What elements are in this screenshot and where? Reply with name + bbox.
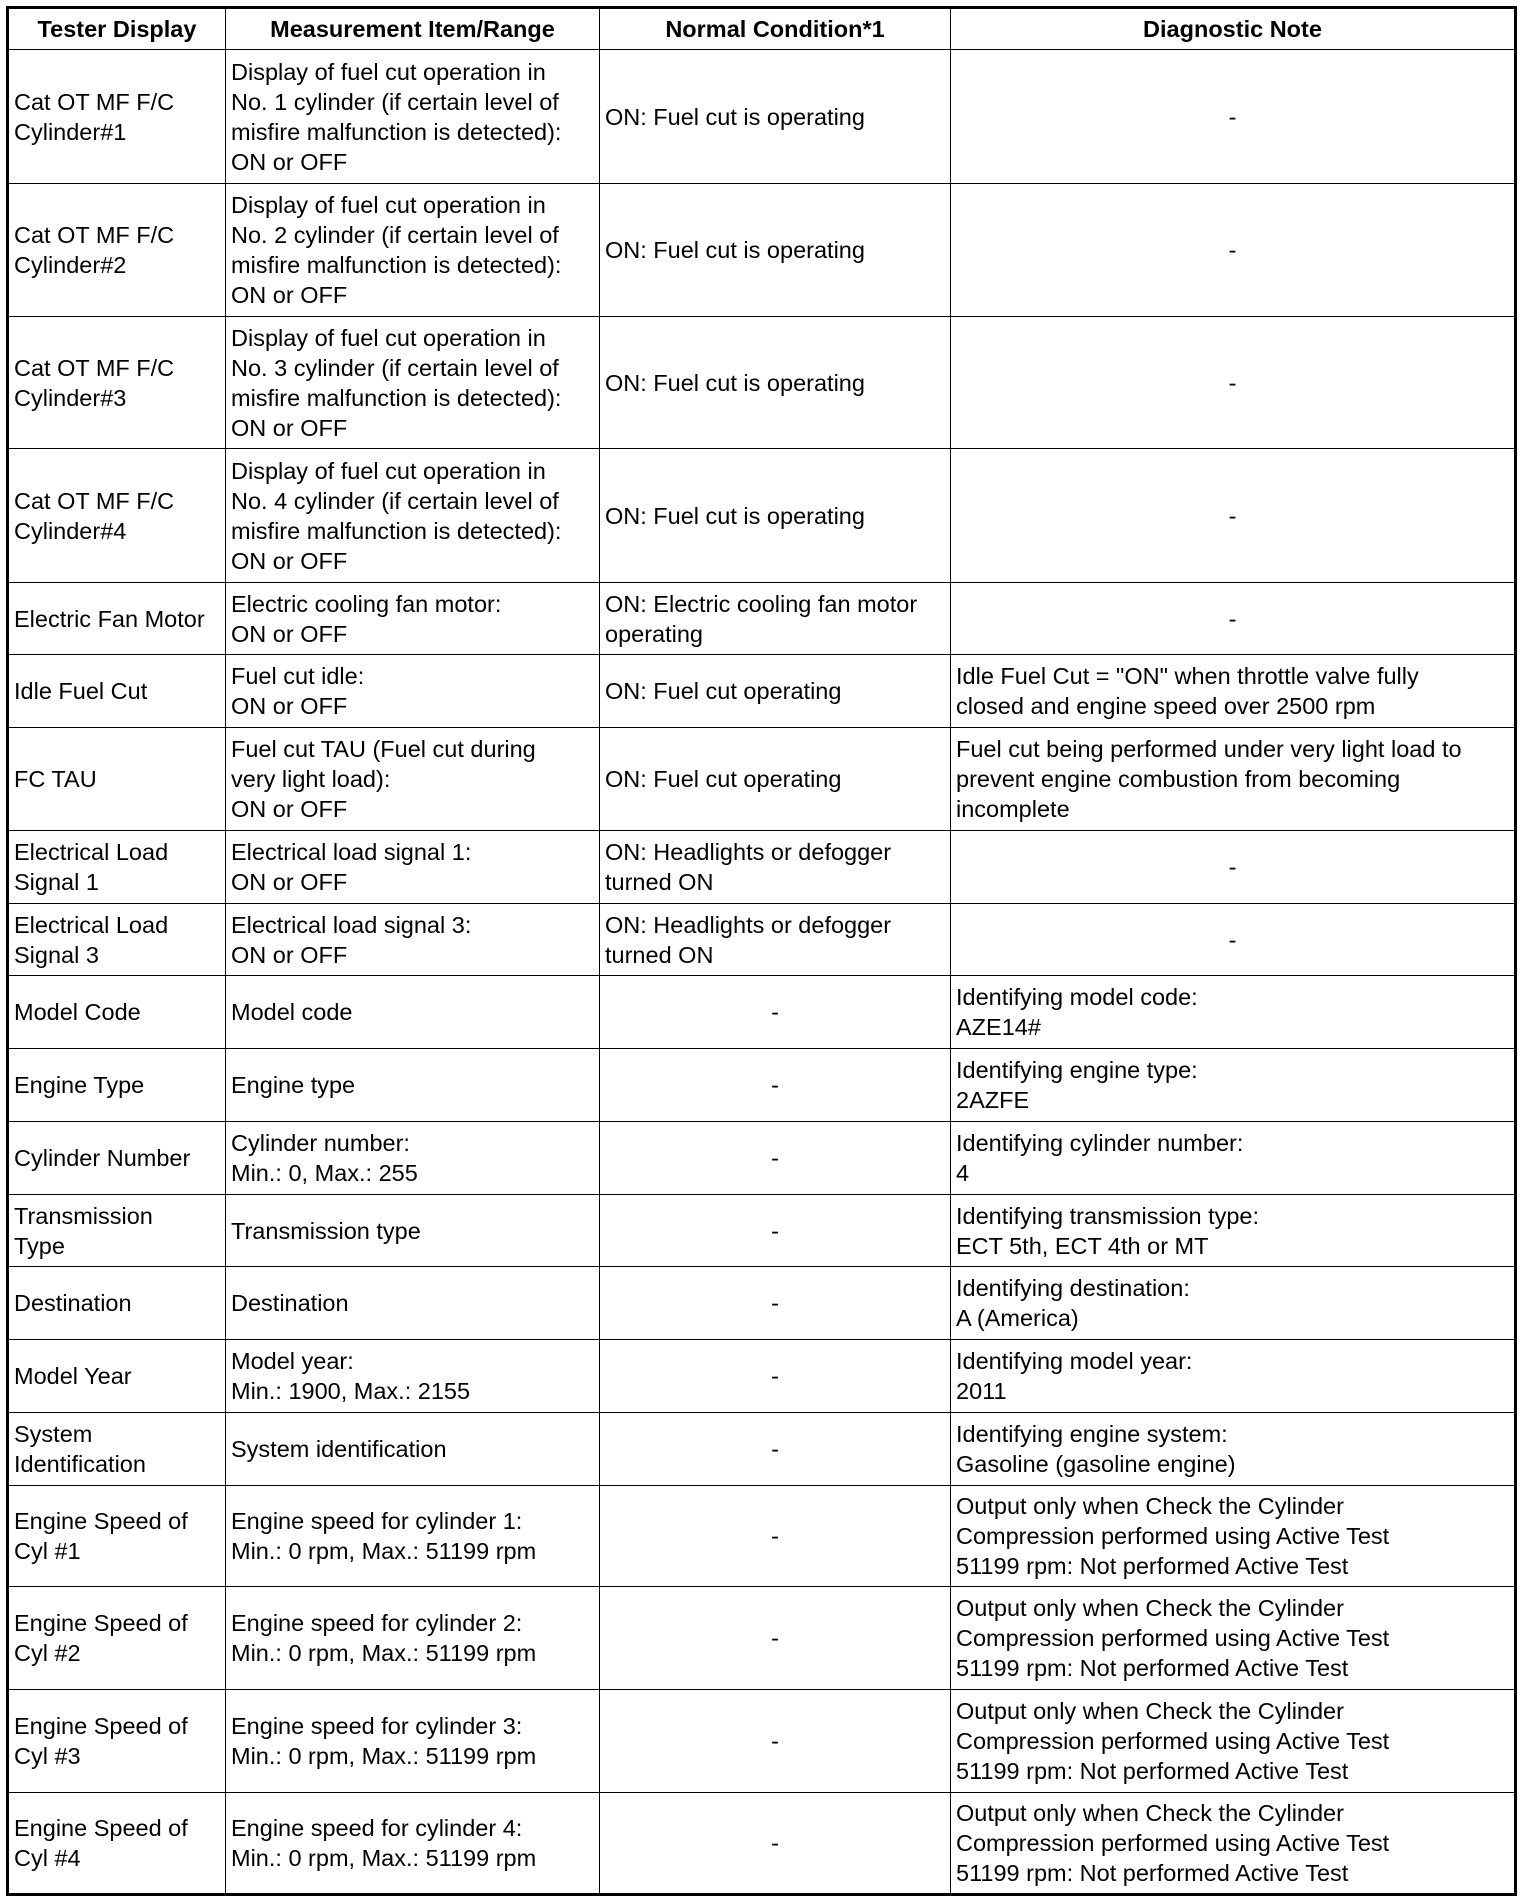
- table-row: [8, 1195, 1516, 1267]
- normal-condition-cell: ON: Fuel cut is operating: [600, 50, 951, 184]
- measurement-item-cell: Display of fuel cut operation in No. 4 cylinder (if certain level of misfire malfunction is detected): ON or OFF: [226, 449, 600, 583]
- normal-condition-cell: -: [600, 976, 951, 1049]
- diagnostic-note-cell: -: [951, 583, 1516, 655]
- table-row: [8, 1413, 1516, 1486]
- table-row: [8, 1486, 1516, 1587]
- normal-condition-cell: -: [600, 1340, 951, 1413]
- measurement-item-cell: Engine type: [226, 1049, 600, 1122]
- table-header-row: [8, 8, 1516, 50]
- header-tester-display: Tester Display: [8, 8, 226, 50]
- diagnostic-note-cell: -: [951, 184, 1516, 317]
- normal-condition-cell: ON: Electric cooling fan motor operating: [600, 583, 951, 655]
- diagnostic-note-cell: -: [951, 50, 1516, 184]
- tester-display-cell: Model Year: [8, 1340, 226, 1413]
- table-row: [8, 728, 1516, 831]
- diagnostic-note-cell: Output only when Check the Cylinder Compression performed using Active Test 51199 rpm: Not performed Active Test: [951, 1793, 1516, 1895]
- tester-display-cell: FC TAU: [8, 728, 226, 831]
- table-row: [8, 904, 1516, 976]
- table-row: [8, 1587, 1516, 1690]
- measurement-item-cell: Fuel cut idle: ON or OFF: [226, 655, 600, 728]
- measurement-item-cell: Fuel cut TAU (Fuel cut during very light load): ON or OFF: [226, 728, 600, 831]
- diagnostic-note-cell: Idle Fuel Cut = "ON" when throttle valve fully closed and engine speed over 2500 rpm: [951, 655, 1516, 728]
- normal-condition-cell: -: [600, 1690, 951, 1793]
- diagnostic-note-cell: Output only when Check the Cylinder Compression performed using Active Test 51199 rpm: Not performed Active Test: [951, 1587, 1516, 1690]
- measurement-item-cell: Electric cooling fan motor: ON or OFF: [226, 583, 600, 655]
- normal-condition-cell: -: [600, 1122, 951, 1195]
- normal-condition-cell: -: [600, 1413, 951, 1486]
- tester-display-cell: Engine Speed of Cyl #2: [8, 1587, 226, 1690]
- tester-display-cell: Engine Speed of Cyl #4: [8, 1793, 226, 1895]
- header-diagnostic-note: Diagnostic Note: [951, 8, 1516, 50]
- measurement-item-cell: Engine speed for cylinder 4: Min.: 0 rpm, Max.: 51199 rpm: [226, 1793, 600, 1895]
- measurement-item-cell: Electrical load signal 3: ON or OFF: [226, 904, 600, 976]
- table-row: [8, 50, 1516, 184]
- tester-display-cell: Cylinder Number: [8, 1122, 226, 1195]
- tester-display-cell: Electrical Load Signal 1: [8, 831, 226, 904]
- normal-condition-cell: -: [600, 1049, 951, 1122]
- diagnostic-note-cell: Identifying engine system: Gasoline (gasoline engine): [951, 1413, 1516, 1486]
- measurement-item-cell: System identification: [226, 1413, 600, 1486]
- normal-condition-cell: ON: Fuel cut operating: [600, 655, 951, 728]
- tester-display-cell: Cat OT MF F/C Cylinder#1: [8, 50, 226, 184]
- measurement-item-cell: Display of fuel cut operation in No. 3 cylinder (if certain level of misfire malfunction is detected): ON or OFF: [226, 317, 600, 449]
- normal-condition-cell: ON: Fuel cut is operating: [600, 184, 951, 317]
- normal-condition-cell: ON: Fuel cut is operating: [600, 449, 951, 583]
- measurement-item-cell: Model code: [226, 976, 600, 1049]
- table-row: [8, 1793, 1516, 1895]
- diagnostic-note-cell: Identifying destination: A (America): [951, 1267, 1516, 1340]
- normal-condition-cell: -: [600, 1587, 951, 1690]
- tester-display-cell: System Identification: [8, 1413, 226, 1486]
- measurement-item-cell: Engine speed for cylinder 1: Min.: 0 rpm, Max.: 51199 rpm: [226, 1486, 600, 1587]
- measurement-item-cell: Model year: Min.: 1900, Max.: 2155: [226, 1340, 600, 1413]
- measurement-item-cell: Engine speed for cylinder 3: Min.: 0 rpm, Max.: 51199 rpm: [226, 1690, 600, 1793]
- diagnostic-note-cell: Fuel cut being performed under very light load to prevent engine combustion from becoming incomplete: [951, 728, 1516, 831]
- measurement-item-cell: Transmission type: [226, 1195, 600, 1267]
- diagnostic-note-cell: Identifying cylinder number: 4: [951, 1122, 1516, 1195]
- table-row: [8, 1267, 1516, 1340]
- normal-condition-cell: -: [600, 1793, 951, 1895]
- table-row: [8, 1690, 1516, 1793]
- measurement-item-cell: Destination: [226, 1267, 600, 1340]
- tester-display-cell: Engine Speed of Cyl #3: [8, 1690, 226, 1793]
- tester-display-cell: Idle Fuel Cut: [8, 655, 226, 728]
- normal-condition-cell: -: [600, 1195, 951, 1267]
- tester-display-cell: Transmission Type: [8, 1195, 226, 1267]
- diagnostic-note-cell: Output only when Check the Cylinder Compression performed using Active Test 51199 rpm: Not performed Active Test: [951, 1690, 1516, 1793]
- tester-display-cell: Electrical Load Signal 3: [8, 904, 226, 976]
- diagnostic-note-cell: Identifying model year: 2011: [951, 1340, 1516, 1413]
- measurement-item-cell: Electrical load signal 1: ON or OFF: [226, 831, 600, 904]
- normal-condition-cell: ON: Headlights or defogger turned ON: [600, 904, 951, 976]
- tester-display-cell: Model Code: [8, 976, 226, 1049]
- diagnostic-note-cell: Identifying model code: AZE14#: [951, 976, 1516, 1049]
- measurement-item-cell: Display of fuel cut operation in No. 2 cylinder (if certain level of misfire malfunction is detected): ON or OFF: [226, 184, 600, 317]
- table-row: [8, 1340, 1516, 1413]
- table-row: [8, 449, 1516, 583]
- normal-condition-cell: ON: Fuel cut operating: [600, 728, 951, 831]
- diagnostic-note-cell: -: [951, 904, 1516, 976]
- header-measurement-item: Measurement Item/Range: [226, 8, 600, 50]
- tester-display-cell: Engine Speed of Cyl #1: [8, 1486, 226, 1587]
- diagnostic-note-cell: Identifying transmission type: ECT 5th, ECT 4th or MT: [951, 1195, 1516, 1267]
- normal-condition-cell: ON: Headlights or defogger turned ON: [600, 831, 951, 904]
- tester-display-cell: Cat OT MF F/C Cylinder#2: [8, 184, 226, 317]
- diagnostic-note-cell: Output only when Check the Cylinder Compression performed using Active Test 51199 rpm: Not performed Active Test: [951, 1486, 1516, 1587]
- table-row: [8, 184, 1516, 317]
- normal-condition-cell: -: [600, 1267, 951, 1340]
- table-row: [8, 1049, 1516, 1122]
- diagnostic-note-cell: -: [951, 831, 1516, 904]
- table-row: [8, 583, 1516, 655]
- measurement-item-cell: Cylinder number: Min.: 0, Max.: 255: [226, 1122, 600, 1195]
- table-row: [8, 317, 1516, 449]
- diagnostic-note-cell: -: [951, 449, 1516, 583]
- measurement-item-cell: Display of fuel cut operation in No. 1 cylinder (if certain level of misfire malfunction is detected): ON or OFF: [226, 50, 600, 184]
- tester-display-cell: Electric Fan Motor: [8, 583, 226, 655]
- header-normal-condition: Normal Condition*1: [600, 8, 951, 50]
- diagnostic-note-cell: Identifying engine type: 2AZFE: [951, 1049, 1516, 1122]
- table-row: [8, 1122, 1516, 1195]
- tester-display-cell: Cat OT MF F/C Cylinder#3: [8, 317, 226, 449]
- normal-condition-cell: -: [600, 1486, 951, 1587]
- data-list-table: [6, 6, 1517, 1896]
- table-row: [8, 831, 1516, 904]
- tester-display-cell: Cat OT MF F/C Cylinder#4: [8, 449, 226, 583]
- normal-condition-cell: ON: Fuel cut is operating: [600, 317, 951, 449]
- diagnostic-note-cell: -: [951, 317, 1516, 449]
- measurement-item-cell: Engine speed for cylinder 2: Min.: 0 rpm, Max.: 51199 rpm: [226, 1587, 600, 1690]
- table-row: [8, 976, 1516, 1049]
- table-row: [8, 655, 1516, 728]
- tester-display-cell: Destination: [8, 1267, 226, 1340]
- tester-display-cell: Engine Type: [8, 1049, 226, 1122]
